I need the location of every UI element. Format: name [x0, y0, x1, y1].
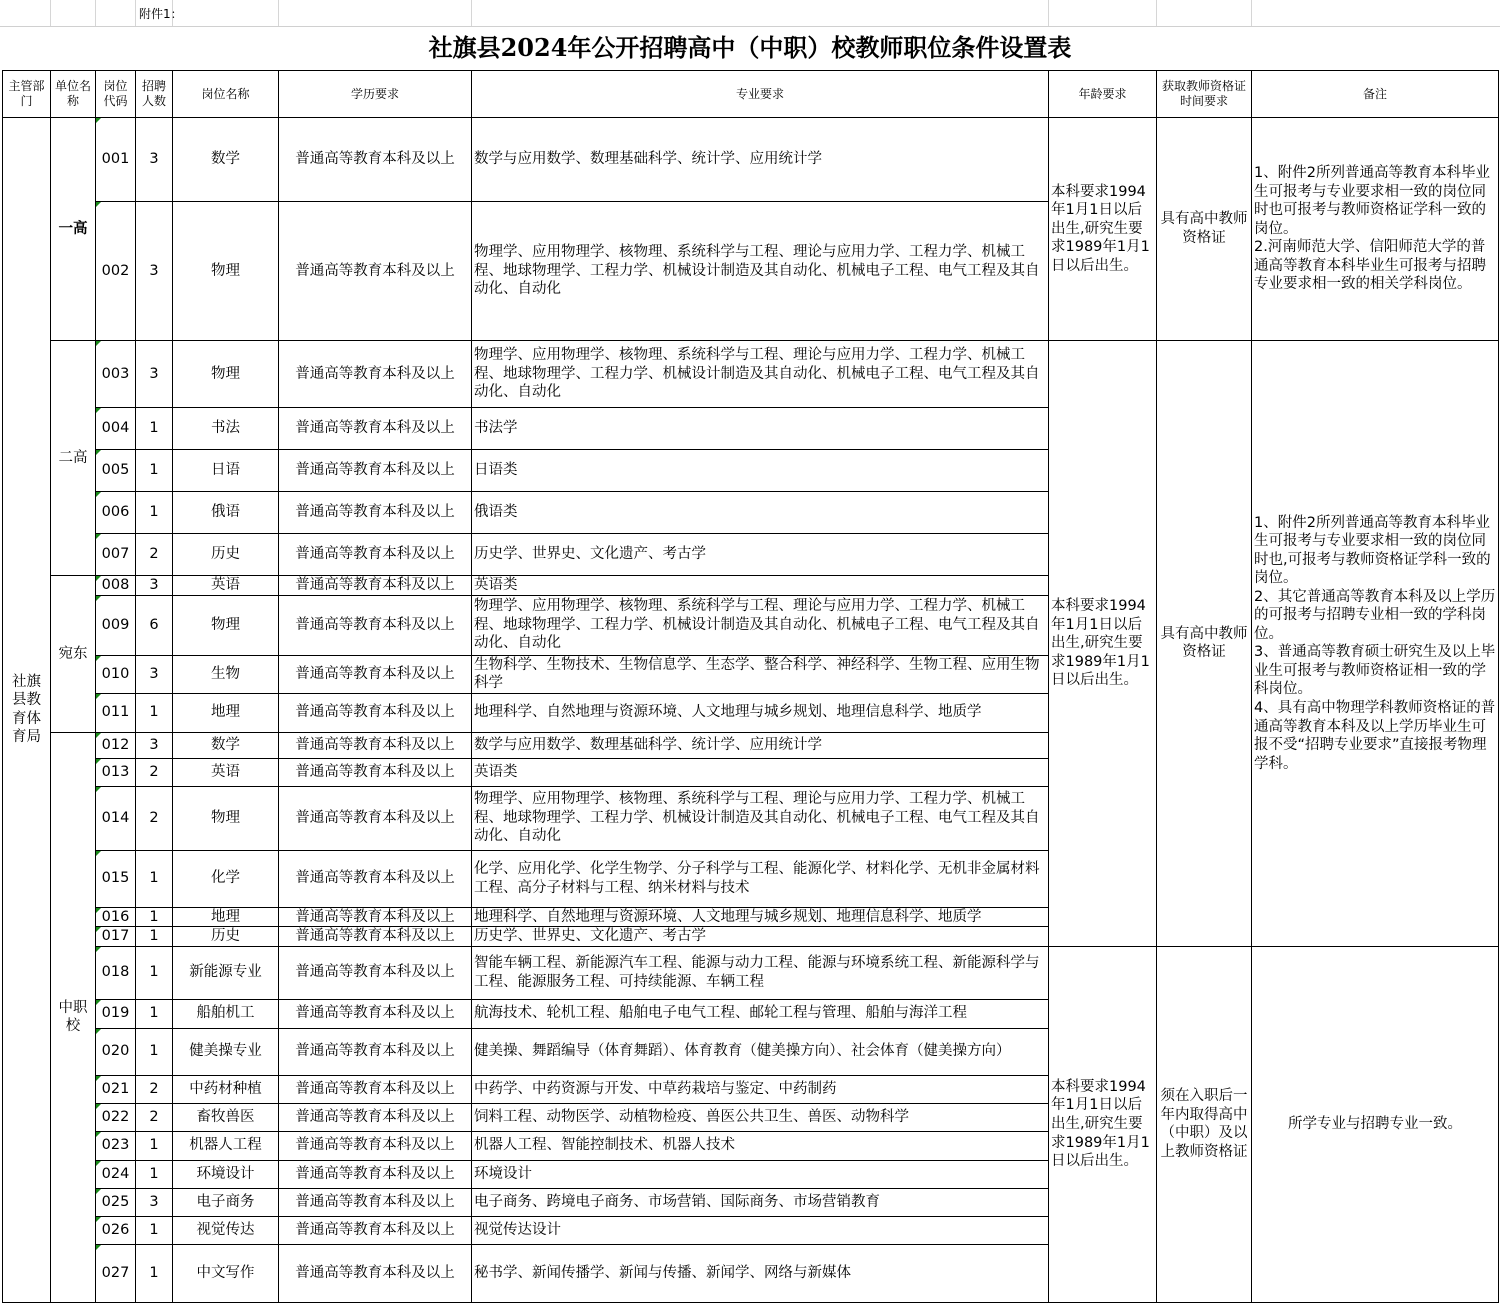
hire-count: 6 [136, 595, 173, 655]
position-code: 022 [96, 1103, 136, 1131]
education-req: 普通高等教育本科及以上 [279, 1160, 472, 1188]
remark-cell [1252, 341, 1499, 947]
education-req: 普通高等教育本科及以上 [279, 1028, 472, 1075]
position-code: 016 [96, 907, 136, 927]
education-req: 普通高等教育本科及以上 [279, 1103, 472, 1131]
education-req: 普通高等教育本科及以上 [279, 1244, 472, 1302]
major-req: 英语类 [472, 758, 1049, 786]
position-code: 010 [96, 655, 136, 693]
position-name: 机器人工程 [173, 1131, 279, 1160]
hire-count: 3 [136, 202, 173, 341]
major-req: 数学与应用数学、数理基础科学、统计学、应用统计学 [472, 732, 1049, 758]
position-name: 船舶机工 [173, 999, 279, 1028]
position-name: 物理 [173, 595, 279, 655]
unit-cell: 一高 [51, 118, 96, 341]
hire-count: 1 [136, 1216, 173, 1244]
position-name: 物理 [173, 786, 279, 850]
education-req: 普通高等教育本科及以上 [279, 1131, 472, 1160]
position-name: 环境设计 [173, 1160, 279, 1188]
major-req: 健美操、舞蹈编导（体育舞蹈）、体育教育（健美操方向）、社会体育（健美操方向） [472, 1028, 1049, 1075]
hire-count: 3 [136, 732, 173, 758]
education-req: 普通高等教育本科及以上 [279, 999, 472, 1028]
hire-count: 1 [136, 850, 173, 907]
unit-cell: 二高 [51, 341, 96, 576]
remark-text: 1、附件2所列普通高等教育本科毕业生可报考与专业要求相一致的岗位同时也可报考与教师资格证学科一致的岗位。 2.河南师范大学、信阳师范大学的普通高等教育本科毕业生可报考与招聘专业要求相一致的相关学科岗位。 [1254, 165, 1490, 293]
hire-count: 3 [136, 341, 173, 408]
table-header-row [3, 71, 1499, 118]
education-req: 普通高等教育本科及以上 [279, 118, 472, 202]
header-position: 岗位名称 [173, 71, 279, 118]
major-req: 智能车辆工程、新能源汽车工程、能源与动力工程、能源与环境系统工程、新能源科学与工程、能源服务工程、可持续能源、车辆工程 [472, 946, 1049, 999]
position-name: 视觉传达 [173, 1216, 279, 1244]
header-cert: 获取教师资格证时间要求 [1157, 71, 1252, 118]
hire-count: 1 [136, 927, 173, 947]
position-code: 023 [96, 1131, 136, 1160]
major-req: 英语类 [472, 576, 1049, 596]
hire-count: 2 [136, 786, 173, 850]
major-req: 机器人工程、智能控制技术、机器人技术 [472, 1131, 1049, 1160]
position-code: 007 [96, 534, 136, 576]
header-code: 岗位代码 [96, 71, 136, 118]
major-req: 中药学、中药资源与开发、中草药栽培与鉴定、中药制药 [472, 1075, 1049, 1103]
major-req: 地理科学、自然地理与资源环境、人文地理与城乡规划、地理信息科学、地质学 [472, 907, 1049, 927]
position-name: 地理 [173, 907, 279, 927]
header-dept: 主管部门 [3, 71, 51, 118]
header-major: 专业要求 [472, 71, 1049, 118]
position-code: 024 [96, 1160, 136, 1188]
hire-count: 3 [136, 655, 173, 693]
education-req: 普通高等教育本科及以上 [279, 927, 472, 947]
header-count: 招聘人数 [136, 71, 173, 118]
major-req: 物理学、应用物理学、核物理、系统科学与工程、理论与应用力学、工程力学、机械工程、地球物理学、工程力学、机械设计制造及其自动化、机械电子工程、电气工程及其自动化、自动化 [472, 202, 1049, 341]
position-name: 地理 [173, 693, 279, 732]
remark-cell [1252, 946, 1499, 1302]
position-code: 018 [96, 946, 136, 999]
education-req: 普通高等教育本科及以上 [279, 758, 472, 786]
education-req: 普通高等教育本科及以上 [279, 202, 472, 341]
age-req: 本科要求1994年1月1日以后出生,研究生要求1989年1月1日以后出生。 [1049, 341, 1157, 947]
position-code: 005 [96, 450, 136, 492]
position-code: 001 [96, 118, 136, 202]
education-req: 普通高等教育本科及以上 [279, 946, 472, 999]
hire-count: 1 [136, 1131, 173, 1160]
position-name: 历史 [173, 534, 279, 576]
position-code: 017 [96, 927, 136, 947]
major-req: 地理科学、自然地理与资源环境、人文地理与城乡规划、地理信息科学、地质学 [472, 693, 1049, 732]
major-req: 历史学、世界史、文化遗产、考古学 [472, 534, 1049, 576]
age-req: 本科要求1994年1月1日以后出生,研究生要求1989年1月1日以后出生。 [1049, 946, 1157, 1302]
major-req: 电子商务、跨境电子商务、市场营销、国际商务、市场营销教育 [472, 1188, 1049, 1216]
education-req: 普通高等教育本科及以上 [279, 595, 472, 655]
hire-count: 1 [136, 408, 173, 450]
education-req: 普通高等教育本科及以上 [279, 786, 472, 850]
attachment-row [0, 0, 1500, 27]
education-req: 普通高等教育本科及以上 [279, 1216, 472, 1244]
position-name: 化学 [173, 850, 279, 907]
education-req: 普通高等教育本科及以上 [279, 408, 472, 450]
position-code: 027 [96, 1244, 136, 1302]
major-req: 饲料工程、动物医学、动植物检疫、兽医公共卫生、兽医、动物科学 [472, 1103, 1049, 1131]
major-req: 数学与应用数学、数理基础科学、统计学、应用统计学 [472, 118, 1049, 202]
education-req: 普通高等教育本科及以上 [279, 534, 472, 576]
major-req: 生物科学、生物技术、生物信息学、生态学、整合科学、神经科学、生物工程、应用生物科学 [472, 655, 1049, 693]
hire-count: 2 [136, 1075, 173, 1103]
major-req: 物理学、应用物理学、核物理、系统科学与工程、理论与应用力学、工程力学、机械工程、地球物理学、工程力学、机械设计制造及其自动化、机械电子工程、电气工程及其自动化、自动化 [472, 595, 1049, 655]
position-name: 书法 [173, 408, 279, 450]
position-code: 011 [96, 693, 136, 732]
education-req: 普通高等教育本科及以上 [279, 341, 472, 408]
position-code: 002 [96, 202, 136, 341]
position-name: 新能源专业 [173, 946, 279, 999]
major-req: 历史学、世界史、文化遗产、考古学 [472, 927, 1049, 947]
cert-req: 具有高中教师资格证 [1157, 341, 1252, 947]
positions-table [2, 70, 1499, 1303]
education-req: 普通高等教育本科及以上 [279, 576, 472, 596]
position-name: 中药材种植 [173, 1075, 279, 1103]
position-code: 004 [96, 408, 136, 450]
education-req: 普通高等教育本科及以上 [279, 693, 472, 732]
position-code: 021 [96, 1075, 136, 1103]
hire-count: 3 [136, 1188, 173, 1216]
hire-count: 1 [136, 1028, 173, 1075]
position-code: 015 [96, 850, 136, 907]
position-name: 物理 [173, 341, 279, 408]
education-req: 普通高等教育本科及以上 [279, 492, 472, 534]
table-row [3, 118, 1499, 202]
major-req: 物理学、应用物理学、核物理、系统科学与工程、理论与应用力学、工程力学、机械工程、地球物理学、工程力学、机械设计制造及其自动化、机械电子工程、电气工程及其自动化、自动化 [472, 341, 1049, 408]
major-req: 秘书学、新闻传播学、新闻与传播、新闻学、网络与新媒体 [472, 1244, 1049, 1302]
hire-count: 3 [136, 576, 173, 596]
header-unit: 单位名称 [51, 71, 96, 118]
hire-count: 2 [136, 1103, 173, 1131]
position-code: 003 [96, 341, 136, 408]
position-code: 026 [96, 1216, 136, 1244]
position-name: 畜牧兽医 [173, 1103, 279, 1131]
unit-cell: 宛东 [51, 576, 96, 733]
position-code: 008 [96, 576, 136, 596]
education-req: 普通高等教育本科及以上 [279, 850, 472, 907]
position-code: 019 [96, 999, 136, 1028]
hire-count: 1 [136, 1160, 173, 1188]
position-name: 历史 [173, 927, 279, 947]
position-name: 生物 [173, 655, 279, 693]
position-code: 020 [96, 1028, 136, 1075]
position-code: 006 [96, 492, 136, 534]
hire-count: 2 [136, 534, 173, 576]
major-req: 书法学 [472, 408, 1049, 450]
major-req: 物理学、应用物理学、核物理、系统科学与工程、理论与应用力学、工程力学、机械工程、地球物理学、工程力学、机械设计制造及其自动化、机械电子工程、电气工程及其自动化、自动化 [472, 786, 1049, 850]
position-code: 025 [96, 1188, 136, 1216]
position-name: 物理 [173, 202, 279, 341]
hire-count: 3 [136, 118, 173, 202]
major-req: 视觉传达设计 [472, 1216, 1049, 1244]
position-code: 009 [96, 595, 136, 655]
education-req: 普通高等教育本科及以上 [279, 907, 472, 927]
education-req: 普通高等教育本科及以上 [279, 1075, 472, 1103]
position-name: 数学 [173, 732, 279, 758]
position-name: 中文写作 [173, 1244, 279, 1302]
hire-count: 1 [136, 1244, 173, 1302]
page-title: 社旗县2024年公开招聘高中（中职）校教师职位条件设置表 [428, 33, 1072, 62]
major-req: 环境设计 [472, 1160, 1049, 1188]
remark-cell [1252, 118, 1499, 341]
hire-count: 1 [136, 907, 173, 927]
cert-req: 具有高中教师资格证 [1157, 118, 1252, 341]
major-req: 日语类 [472, 450, 1049, 492]
education-req: 普通高等教育本科及以上 [279, 450, 472, 492]
position-code: 012 [96, 732, 136, 758]
hire-count: 1 [136, 946, 173, 999]
position-code: 014 [96, 786, 136, 850]
header-remark: 备注 [1252, 71, 1499, 118]
header-age: 年龄要求 [1049, 71, 1157, 118]
hire-count: 1 [136, 693, 173, 732]
hire-count: 2 [136, 758, 173, 786]
major-req: 航海技术、轮机工程、船舶电子电气工程、邮轮工程与管理、船舶与海洋工程 [472, 999, 1049, 1028]
dept-cell: 社旗县教育体育局 [3, 118, 51, 1303]
hire-count: 1 [136, 492, 173, 534]
major-req: 俄语类 [472, 492, 1049, 534]
position-name: 电子商务 [173, 1188, 279, 1216]
hire-count: 1 [136, 450, 173, 492]
position-name: 英语 [173, 576, 279, 596]
hire-count: 1 [136, 999, 173, 1028]
position-name: 英语 [173, 758, 279, 786]
remark-text: 1、附件2所列普通高等教育本科毕业生可报考与专业要求相一致的岗位同时也,可报考与教师资格证学科一致的岗位。 2、其它普通高等教育本科及以上学历的可报考与招聘专业相一致的学科岗位。 3、普通高等教育硕士研究生及以上毕业生可报考与教师资格证相一致的学科岗位。 4、具有高中物理学科教师资格证的普通高等教育本科及以上学历毕业生可报不受“招聘专业要求”直接报考物理学科。 [1254, 514, 1496, 772]
age-req: 本科要求1994年1月1日以后出生,研究生要求1989年1月1日以后出生。 [1049, 118, 1157, 341]
table-row [3, 946, 1499, 999]
attachment-label: 附件1： [139, 7, 183, 21]
position-code: 013 [96, 758, 136, 786]
education-req: 普通高等教育本科及以上 [279, 732, 472, 758]
major-req: 化学、应用化学、化学生物学、分子科学与工程、能源化学、材料化学、无机非金属材料工程、高分子材料与工程、纳米材料与技术 [472, 850, 1049, 907]
position-name: 俄语 [173, 492, 279, 534]
position-name: 健美操专业 [173, 1028, 279, 1075]
education-req: 普通高等教育本科及以上 [279, 1188, 472, 1216]
unit-cell: 中职校 [51, 732, 96, 1302]
position-name: 数学 [173, 118, 279, 202]
table-row [3, 341, 1499, 408]
header-education: 学历要求 [279, 71, 472, 118]
remark-text: 所学专业与招聘专业一致。 [1288, 1115, 1462, 1132]
education-req: 普通高等教育本科及以上 [279, 655, 472, 693]
position-name: 日语 [173, 450, 279, 492]
cert-req: 须在入职后一年内取得高中（中职）及以上教师资格证 [1157, 946, 1252, 1302]
